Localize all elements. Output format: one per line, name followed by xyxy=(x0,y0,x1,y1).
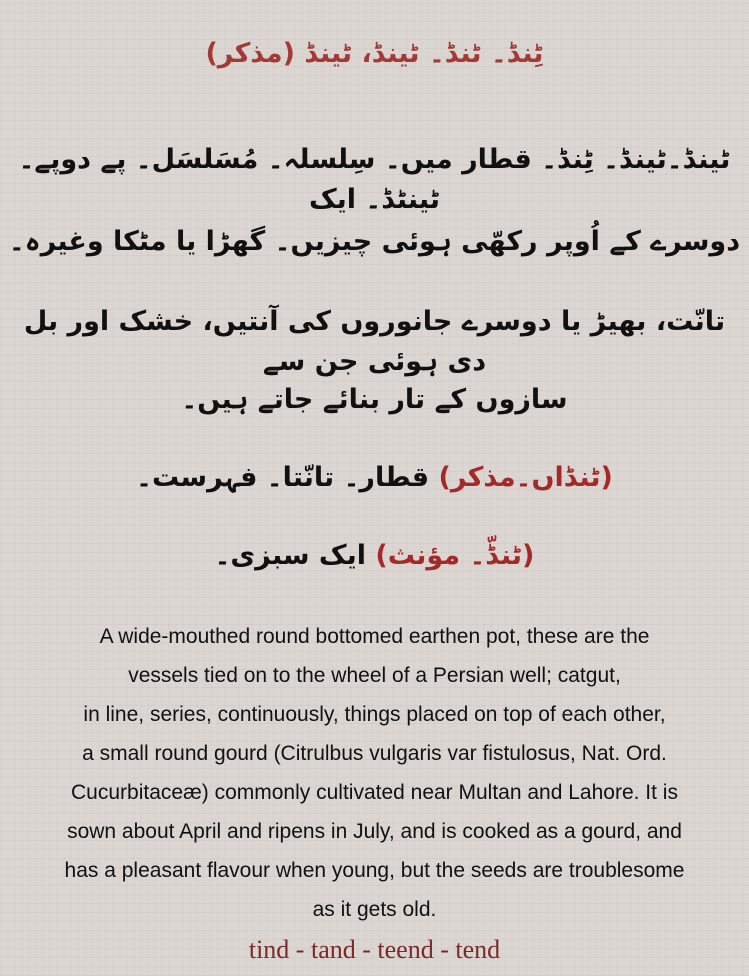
english-line: a small round gourd (Citrulbus vulgaris var fistulosus, Nat. Ord. xyxy=(82,742,667,765)
urdu-plural-entry xyxy=(0,458,749,498)
urdu-feminine-entry xyxy=(0,536,749,576)
urdu-definition-line-2: دوسرے کے اُوپر رکھّی ہوئی چیزیں۔ گھڑا یا مٹکا وغیرہ۔ xyxy=(8,226,741,257)
urdu-heading: ٹِنڈ۔ ٹنڈ۔ ٹینڈ، ٹینڈ (مذکر) xyxy=(205,38,544,69)
english-line: Cucurbitaceæ) commonly cultivated near Multan and Lahore. It is xyxy=(71,781,678,804)
english-line: has a pleasant flavour when young, but the seeds are troublesome xyxy=(64,859,685,882)
urdu-definition-line-1: ٹینڈ۔ٹینڈ۔ ٹِنڈ۔ قطار میں۔ سِلسلہ۔ مُسَلسَل۔ پے دوپے۔ٹینٹڈ۔ ایک xyxy=(18,144,731,215)
urdu-feminine-text: ایک سبزی۔ xyxy=(214,540,366,571)
english-line: as it gets old. xyxy=(312,898,437,921)
english-line: in line, series, continuously, things placed on top of each other, xyxy=(83,703,666,726)
urdu-feminine-label: (ٹنڈّ۔ مؤنث) xyxy=(375,540,535,571)
urdu-plural-label: (ٹنڈاں۔مذکر) xyxy=(438,462,613,493)
transliteration: tind - tand - teend - tend xyxy=(248,935,501,964)
urdu-definition-line-4: سازوں کے تار بنائے جاتے ہیں۔ xyxy=(181,384,568,415)
urdu-definition-line-3: تانّت، بھیڑ یا دوسرے جانوروں کی آنتیں، خشک اور بل دی ہوئی جن سے xyxy=(23,306,726,377)
english-line: A wide-mouthed round bottomed earthen pot, these are the xyxy=(99,625,650,648)
english-line: sown about April and ripens in July, and is cooked as a gourd, and xyxy=(67,820,682,843)
urdu-plural-text: قطار۔ تانّتا۔ فہرست۔ xyxy=(136,462,430,493)
english-definition xyxy=(10,617,739,929)
english-line: vessels tied on to the wheel of a Persian well; catgut, xyxy=(128,664,621,687)
